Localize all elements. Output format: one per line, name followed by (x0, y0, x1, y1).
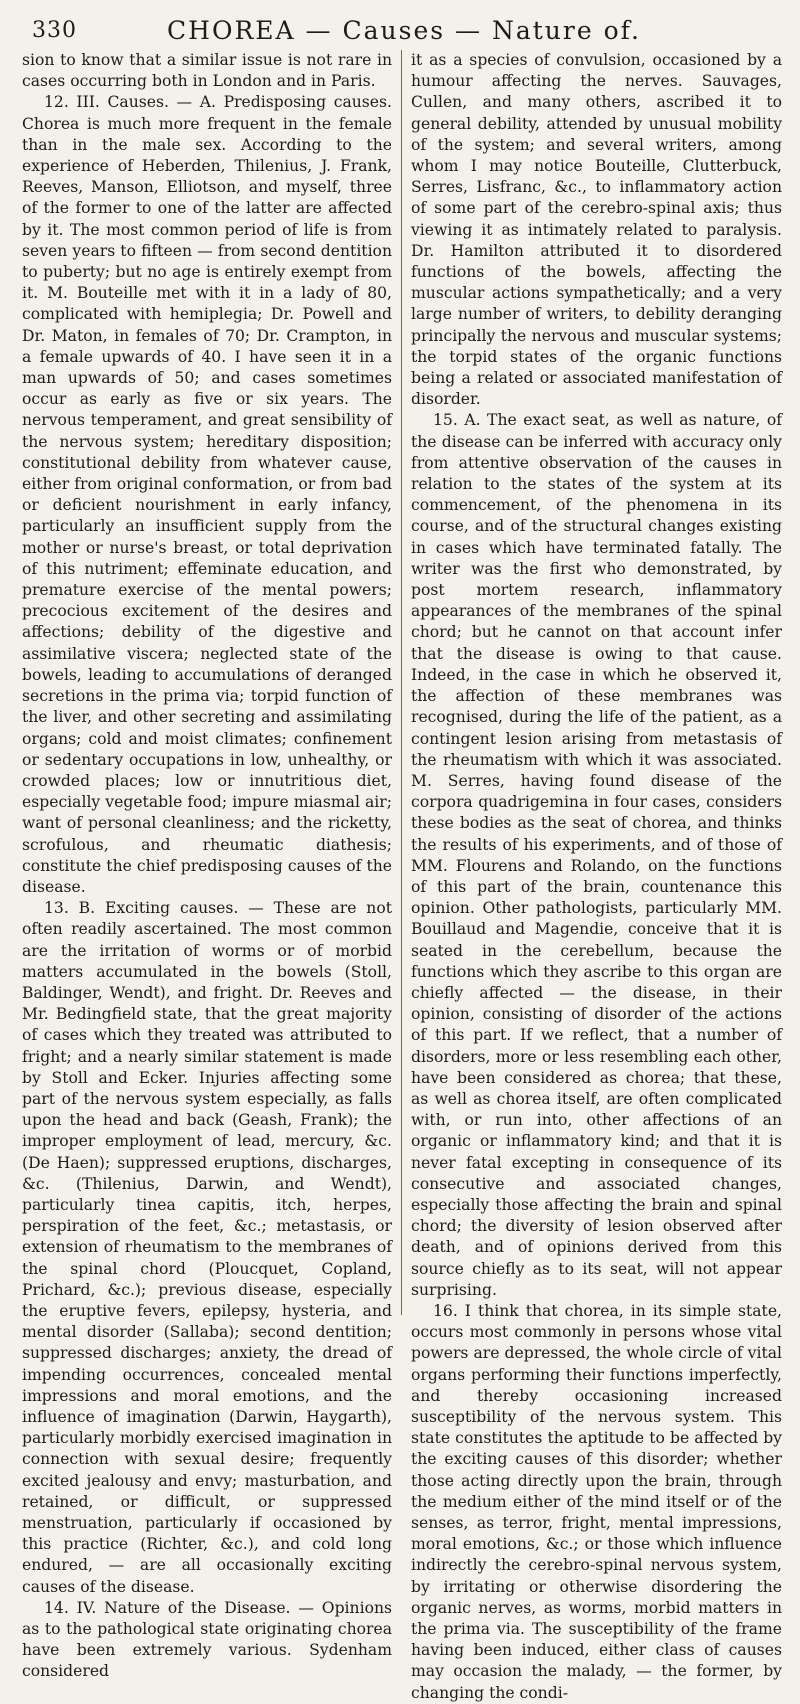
paragraph: 14. IV. Nature of the Disease. — Opinions as to the pathological state originating chorea have been extremely various. Sydenham considered (22, 1598, 392, 1681)
paragraph: sion to know that a similar issue is not rare in cases occurring both in London and in Paris. (22, 51, 392, 91)
running-head: CHOREA — Causes — Nature of. (167, 16, 641, 45)
page-header (26, 14, 782, 54)
paragraph: 12. III. Causes. — A. Predisposing causes. Chorea is much more frequent in the female than in the male sex. According to the experience of Heberden, Thilenius, J. Frank, Reeves, Manson, Elliotson, and myself, three of the former to one of the latter are affected by it. The most common period of life is from seven years to fifteen — from second dentition to puberty; but no age is entirely exempt from it. M. Bouteille met with it in a lady of 80, complicated with hemiplegia; Dr. Powell and Dr. Maton, in females of 70; Dr. Crampton, in a female upwards of 40. I have seen it in a man upwards of 50; and cases sometimes occur as early as five or six years. The nervous temperament, and great sensibility of the nervous system; hereditary disposition; constitutional debility from whatever cause, either from original conformation, or from bad or deficient nourishment in early infancy, particularly an insufficient supply from the mother or nurse's breast, or total deprivation of this nutriment; effeminate education, and premature exercise of the mental powers; precocious excitement of the desires and affections; debility of the digestive and assimilative viscera; neglected state of the bowels, leading to accumulations of deranged secretions in the prima via; torpid function of the liver, and other secreting and assimilating organs; cold and moist climates; confinement or sedentary occupations in low, unhealthy, or crowded places; low or innutritious diet, especially vegetable food; impure miasmal air; want of personal cleanliness; and the ricketty, scrofulous, and rheumatic diathesis; constitute the chief predisposing causes of the disease. (22, 93, 392, 896)
text-columns (22, 50, 782, 1702)
paragraph: 15. A. The exact seat, as well as nature, of the disease can be inferred with accuracy only from attentive observation of the causes in relation to the states of the system at its commencement, of the phenomena in its course, and of the structural changes existing in cases which have terminated fatally. The writer was the first who demonstrated, by post mortem research, inflammatory appearances of the membranes of the spinal chord; but he cannot on that account infer that the disease is owing to that cause. Indeed, in the case in which he observed it, the affection of these membranes was recognised, during the life of the patient, as a contingent lesion arising from metastasis of the rheumatism with which it was associated. M. Serres, having found disease of the corpora quadrigemina in four cases, considers these bodies as the seat of chorea, and thinks the results of his experiments, and of those of MM. Flourens and Rolando, on the functions of this part of the brain, countenance this opinion. Other pathologists, particularly MM. Bouillaud and Magendie, conceive that it is seated in the cerebellum, because the functions which they ascribe to this organ are chiefly affected — the disease, in their opinion, consisting of disorder of the actions of this part. If we reflect, that a number of disorders, more or less resembling each other, have been considered as chorea; that these, as well as chorea itself, are often complicated with, or run into, other affections of an organic or inflammatory kind; and that it is never fatal excepting in consequence of its consecutive and associated changes, especially those affecting the brain and spinal chord; the diversity of lesion observed after death, and of opinions derived from this source chiefly as to its seat, will not appear surprising. (411, 411, 782, 1299)
left-column (22, 50, 402, 1681)
page-number: 330 (32, 18, 77, 43)
paragraph: 16. I think that chorea, in its simple state, occurs most commonly in persons whose vital powers are depressed, the whole circle of vital organs performing their functions imperfectly, and thereby occasioning increased susceptibility of the nervous system. This state constitutes the aptitude to be affected by the exciting causes of this disorder; whether those acting directly upon the brain, through the medium either of the mind itself or of the senses, as terror, fright, mental impressions, moral emotions, &c.; or those which influence indirectly the cerebro-spinal nervous system, by irritating or otherwise disordering the organic nerves, as worms, morbid matters in the prima via. The susceptibility of the frame having been induced, either class of causes may occasion the malady, — the former, by changing the condi- (411, 1301, 782, 1702)
right-column (402, 50, 782, 1702)
paragraph: it as a species of convulsion, occasioned by a humour affecting the nerves. Sauvages, Cullen, and many others, ascribed it to general debility, attended by unusual mobility of the system; and several writers, among whom I may notice Bouteille, Clutterbuck, Serres, Lisfranc, &c., to inflammatory action of some part of the cerebro-spinal axis; thus viewing it as intimately related to paralysis. Dr. Hamilton attributed it to disordered functions of the bowels, affecting the muscular actions sympathetically; and a very large number of writers, to debility deranging principally the nervous and muscular systems; the torpid states of the organic functions being a related or associated manifestation of disorder. (411, 51, 782, 409)
paragraph: 13. B. Exciting causes. — These are not often readily ascertained. The most common are the irritation of worms or of morbid matters accumulated in the bowels (Stoll, Baldinger, Wendt), and fright. Dr. Reeves and Mr. Bedingfield state, that the great majority of cases which they treated was attributed to fright; and a nearly similar statement is made by Stoll and Ecker. Injuries affecting some part of the nervous system especially, as falls upon the head and back (Geash, Frank); the improper employment of lead, mercury, &c. (De Haen); suppressed eruptions, discharges, &c. (Thilenius, Darwin, and Wendt), particularly tinea capitis, itch, herpes, perspiration of the feet, &c.; metastasis, or extension of rheumatism to the membranes of the spinal chord (Ploucquet, Copland, Prichard, &c.); previous disease, especially the eruptive fevers, epilepsy, hysteria, and mental disorder (Sallaba); second dentition; suppressed discharges; anxiety, the dread of impending occurrences, concealed mental impressions and moral emotions, and the influence of imagination (Darwin, Haygarth), particularly morbidly exercised imagination in connection with sexual desire; frequently excited jealousy and envy; masturbation, and retained, or difficult, or suppressed menstruation, particularly if occasioned by this practice (Richter, &c.), and cold long endured, — are all occasionally exciting causes of the disease. (22, 899, 392, 1596)
